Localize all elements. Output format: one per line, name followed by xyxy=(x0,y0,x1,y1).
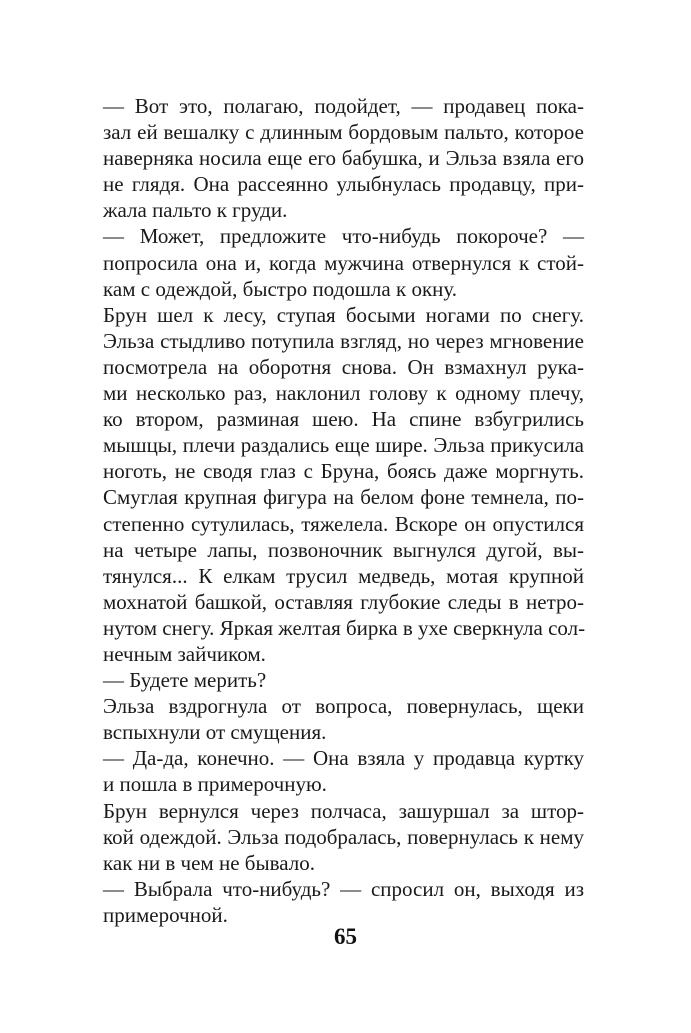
paragraph xyxy=(77,302,584,667)
text-line: и пошла в примерочную. xyxy=(103,772,327,797)
text-line: как ни в чем не бывало. xyxy=(103,850,315,875)
text-line: — Выбрала что-нибудь? — спросил он, выходя из xyxy=(103,876,584,901)
text-line: посмотрела на оборотня снова. Он взмахнул рука- xyxy=(103,354,584,379)
paragraph xyxy=(77,93,584,223)
text-line: ноготь, не сводя глаз с Бруна, боясь даже моргнуть. xyxy=(103,459,584,484)
text-line: мохнатой башкой, оставляя глубокие следы в нетро- xyxy=(103,589,584,614)
text-line: наверняка носила еще его бабушка, и Эльза взяла его xyxy=(103,146,584,171)
paragraph xyxy=(77,798,584,876)
text-line: — Будете мерить? xyxy=(103,668,267,693)
text-line: тянулся... К елкам трусил медведь, мотая крупной xyxy=(103,563,584,588)
text-line: попросила она и, когда мужчина отвернулся к стой- xyxy=(103,250,584,275)
text-line: степенно сутулилась, тяжелела. Вскоре он опустился xyxy=(103,511,584,536)
text-line: Эльза вздрогнула от вопроса, повернулась, щеки xyxy=(103,694,584,719)
page-number: 65 xyxy=(334,924,357,949)
text-line: Брун шел к лесу, ступая босыми ногами по снегу. xyxy=(103,302,584,327)
text-line: не глядя. Она рассеянно улыбнулась продавцу, при- xyxy=(103,172,584,197)
text-line: — Да-да, конечно. — Она взяла у продавца куртку xyxy=(103,746,584,771)
text-line: нутом снегу. Яркая желтая бирка в ухе сверкнула сол- xyxy=(103,615,586,640)
text-line: кам с одеждой, быстро подошла к окну. xyxy=(103,276,458,301)
text-line: — Вот это, полагаю, подойдет, — продавец пока- xyxy=(103,94,584,118)
text-line: кой одеждой. Эльза подобралась, повернулась к нему xyxy=(103,824,584,849)
paragraph xyxy=(77,693,584,745)
text-line: вспыхнули от смущения. xyxy=(103,720,327,745)
text-line: примерочной. xyxy=(103,902,228,927)
page-body xyxy=(77,93,584,928)
paragraph xyxy=(77,745,584,797)
text-line: жала пальто к груди. xyxy=(103,198,288,223)
text-line: Смуглая крупная фигура на белом фоне темнела, по- xyxy=(103,485,584,510)
text-line: мышцы, плечи раздались еще шире. Эльза прикусила xyxy=(103,433,584,458)
text-line: Эльза стыдливо потупила взгляд, но через мгновение xyxy=(103,328,584,353)
text-line: ко втором, разминая шею. На спине взбугрились xyxy=(103,407,584,432)
text-line: Брун вернулся через полчаса, зашуршал за штор- xyxy=(103,798,584,823)
paragraph xyxy=(77,876,584,928)
text-line: — Может, предложите что-нибудь покороче? — xyxy=(103,224,584,249)
text-line: ми несколько раз, наклонил голову к одному плечу, xyxy=(103,381,584,406)
text-line: на четыре лапы, позвоночник выгнулся дугой, вы- xyxy=(103,537,584,562)
text-line: нечным зайчиком. xyxy=(103,641,266,666)
paragraph xyxy=(77,667,584,693)
text-line: зал ей вешалку с длинным бордовым пальто, которое xyxy=(103,120,584,145)
paragraph xyxy=(77,223,584,301)
